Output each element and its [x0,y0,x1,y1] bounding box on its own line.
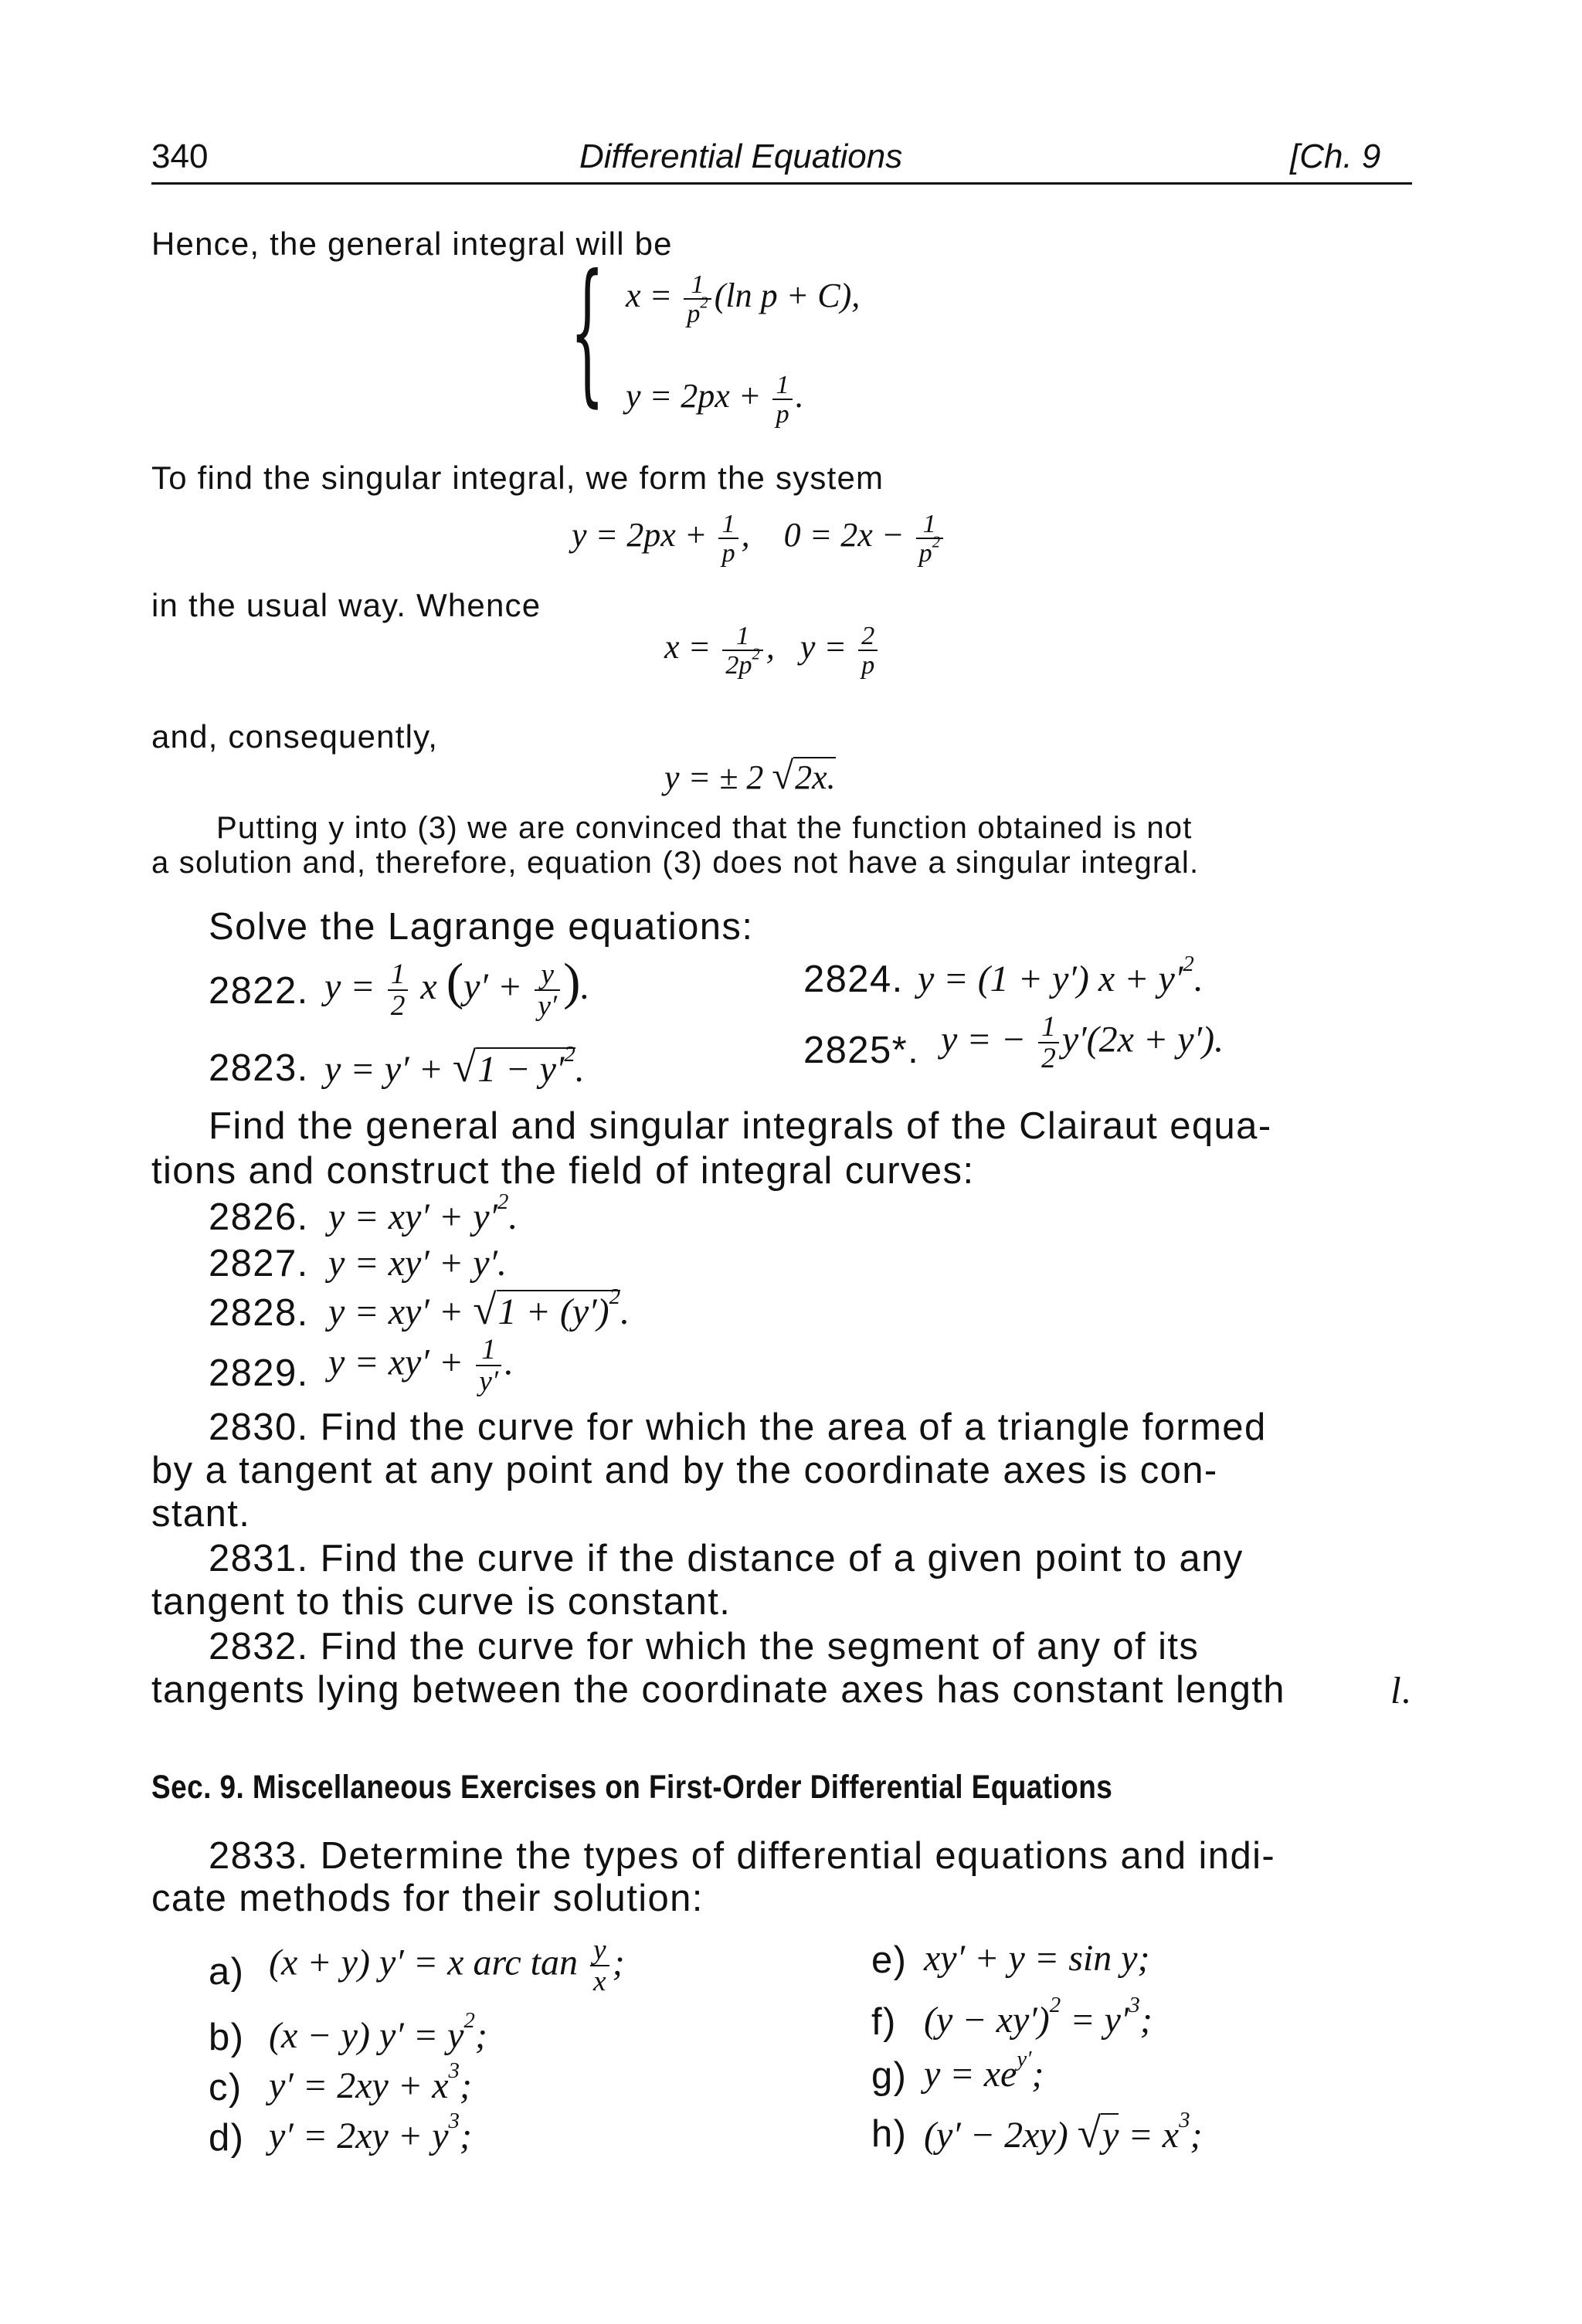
problem-2832-line-2: tangents lying between the coordinate axes has constant length [151,1669,1285,1711]
paragraph-usual-way: in the usual way. Whence [151,587,541,623]
general-integral-x: x = $\frac{1}{p^2}$ (ln p + C), [626,270,861,329]
page-number: 340 [151,137,209,175]
problem-2833-line-1: 2833. Determine the types of differential equations and indi- [209,1835,1276,1877]
problem-2824-number: 2824. [803,958,904,1000]
problem-2830-line-1: 2830. Find the curve for which the area of a triangle formed [209,1406,1267,1448]
problem-2827-equation: y = xy′ + y′. [328,1243,507,1284]
section-heading: Sec. 9. Miscellaneous Exercises on First-Order Differential Equations [151,1769,1113,1806]
exercise-a-equation: (x + y) y′ = x arc tan $\frac{y}{x}$ ; [269,1934,625,1998]
chapter-label: [Ch. 9 [1290,137,1381,175]
problem-2825-equation: y = − $\frac{1}{2}$ y′(2x + y′). [941,1011,1224,1075]
paragraph-putting-1: Putting y into (3) we are convinced that the function obtained is not [216,811,1193,845]
problem-2828-number: 2828. [209,1292,309,1334]
exercise-h-label: h) [871,2113,908,2155]
problem-2831-line-2: tangent to this curve is constant. [151,1581,732,1623]
problem-2833-line-2: cate methods for their solution: [151,1878,704,1919]
running-title: Differential Equations [579,137,903,175]
problem-2822-equation: y = $\frac{1}{2}$ x (y′ + $\frac{y}{y'}$ ). [324,952,590,1022]
problem-2824-equation: y = (1 + y′) $x + y'^2$. [918,952,1203,999]
header-rule [151,182,1412,185]
exercise-e-label: e) [871,1939,908,1981]
problem-2823-equation: $y = y' + √1 - y'^2$. [324,1042,585,1091]
problem-2829-number: 2829. [209,1352,309,1394]
paragraph-hence: Hence, the general integral will be [151,226,673,262]
heading-solve-lagrange: Solve the Lagrange equations: [209,906,754,948]
problem-2828-equation: $y = xy' + √1 + (y')^2$. [328,1284,630,1333]
exercise-d-equation: $y' = 2xy + y^3$; [269,2109,472,2156]
paragraph-find-general-1: Find the general and singular integrals of the Clairaut equa- [209,1105,1272,1147]
exercise-a-label: a) [209,1951,245,1993]
exercise-f-label: f) [871,2001,897,2043]
problem-2831-line-1: 2831. Find the curve if the distance of a given point to any [209,1538,1244,1579]
exercise-e-equation: xy′ + y = sin y; [924,1938,1150,1979]
paragraph-putting-2: a solution and, therefore, equation (3) does not have a singular integral. [151,846,1200,880]
problem-2826-number: 2826. [209,1196,309,1238]
paragraph-to-find: To find the singular integral, we form the system [151,460,884,496]
whence-equation: x = $\frac{1}{2p^2}$ , y = $\frac{2}{p}$ [664,622,881,679]
problem-2822-number: 2822. [209,970,309,1012]
problem-2823-number: 2823. [209,1047,309,1089]
general-integral-y: y = 2px + $\frac{1}{p}$ . [626,370,804,429]
exercise-d-label: d) [209,2117,245,2159]
exercise-b-equation: (x − y) $y' = y^2$; [269,2008,487,2056]
system-brace: { [570,242,605,422]
exercise-c-label: c) [209,2067,243,2109]
exercise-c-equation: $y' = 2xy + x^3$; [269,2058,472,2106]
exercise-g-equation: $y = xe^{y'}$; [924,2047,1044,2095]
problem-2830-line-3: stant. [151,1493,251,1535]
problem-2825-number: 2825*. [803,1030,920,1071]
problem-2827-number: 2827. [209,1243,309,1284]
system-equation: y = 2px + $\frac{1}{p}$ , 0 = 2x − $\frac{1}{p^2}$ [572,510,946,567]
exercise-b-label: b) [209,2017,245,2058]
problem-2832-length-symbol: l. [1390,1669,1413,1712]
problem-2829-equation: y = xy′ + $\frac{1}{y'}$ . [328,1334,514,1398]
paragraph-find-general-2: tions and construct the field of integral curves: [151,1150,975,1192]
problem-2826-equation: $y = xy' + y'^2$. [328,1189,518,1237]
exercise-g-label: g) [871,2055,908,2097]
problem-2830-line-2: by a tangent at any point and by the coordinate axes is con- [151,1450,1218,1491]
singular-equation: y = ± 2 √2x. [664,754,836,797]
exercise-h-equation: (y′ − 2xy) $√y = x^3$; [924,2108,1203,2156]
paragraph-consequently: and, consequently, [151,718,439,755]
exercise-f-equation: $(y - xy')^2 = y'^3$; [924,1993,1153,2041]
problem-2832-line-1: 2832. Find the curve for which the segment of any of its [209,1626,1200,1668]
